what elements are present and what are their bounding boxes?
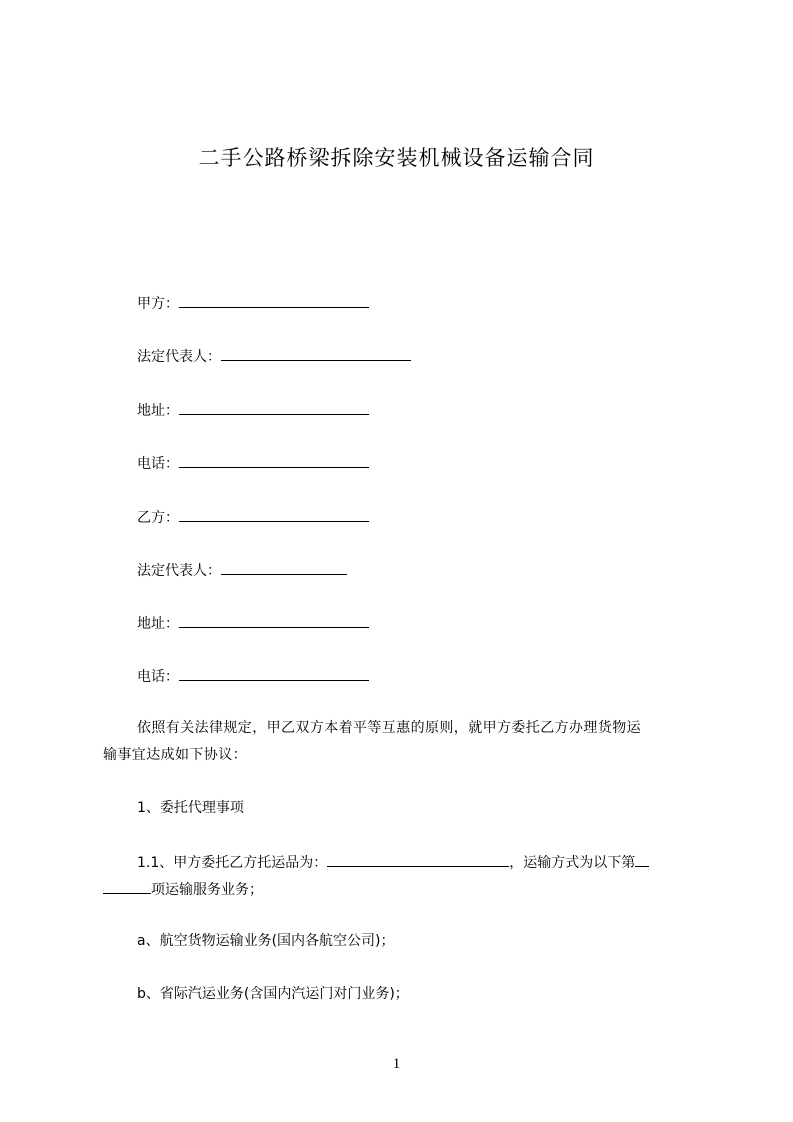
party-a-label: 甲方： [137, 296, 179, 312]
clause-1-1-text3: 项运输服务业务； [151, 882, 263, 898]
cargo-blank [327, 851, 509, 867]
party-b-address-line [137, 612, 369, 634]
party-a-rep-blank [221, 345, 411, 361]
intro-paragraph-line2: 输事宜达成如下协议： [103, 747, 247, 763]
party-b-rep-line [137, 559, 347, 581]
party-a-address-line [137, 399, 369, 421]
party-b-blank [179, 506, 369, 522]
party-b-address-blank [179, 612, 369, 628]
party-a-rep-line [137, 345, 411, 367]
section-1-heading: 1、委托代理事项 [137, 800, 244, 816]
clause-1-1-line1 [137, 851, 649, 873]
party-a-phone-blank [179, 452, 369, 468]
service-number-blank-end [103, 878, 151, 894]
party-b-line [137, 506, 369, 528]
party-a-phone-label: 电话： [137, 456, 179, 472]
party-b-phone-blank [179, 665, 369, 681]
party-a-blank [179, 292, 369, 308]
clause-1-1-line2 [103, 878, 263, 900]
party-a-line [137, 292, 369, 314]
clause-1-1-text1: 1.1、甲方委托乙方托运品为： [137, 855, 328, 871]
party-a-phone-line [137, 452, 369, 474]
clause-1-1-text2: ，运输方式为以下第 [509, 855, 636, 871]
page-number: 1 [392, 1056, 401, 1072]
party-a-address-blank [179, 399, 369, 415]
party-b-rep-label: 法定代表人： [137, 563, 221, 579]
party-b-address-label: 地址： [137, 616, 179, 632]
party-b-label: 乙方： [137, 510, 179, 526]
item-b: b、省际汽运业务(含国内汽运门对门业务)； [137, 986, 409, 1002]
party-a-rep-label: 法定代表人： [137, 349, 221, 365]
party-b-phone-label: 电话： [137, 669, 179, 685]
service-number-blank-start [635, 851, 649, 867]
party-a-address-label: 地址： [137, 403, 179, 419]
item-a: a、航空货物运输业务(国内各航空公司)； [137, 933, 395, 949]
document-title: 二手公路桥梁拆除安装机械设备运输合同 [198, 146, 595, 170]
party-b-rep-blank [221, 559, 347, 575]
intro-paragraph-line1: 依照有关法律规定，甲乙双方本着平等互惠的原则，就甲方委托乙方办理货物运 [137, 720, 641, 736]
party-b-phone-line [137, 665, 369, 687]
